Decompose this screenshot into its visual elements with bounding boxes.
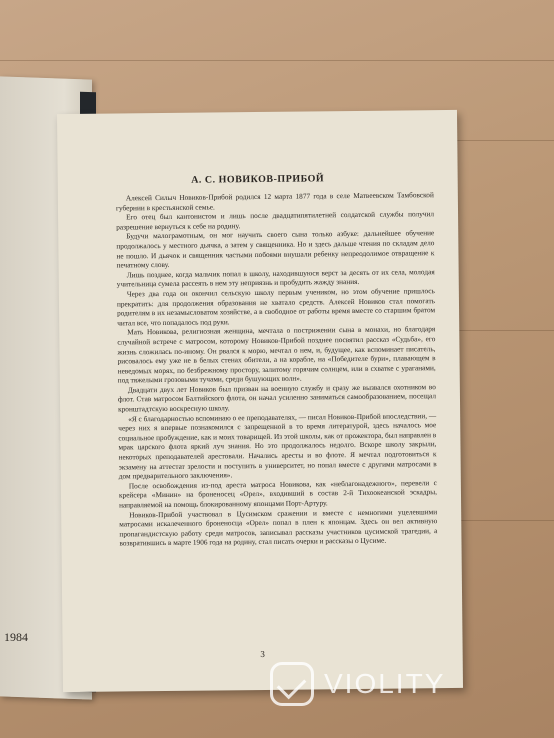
paragraph: Будучи малограмотным, он мог научить своего сына только азбуке: дальнейшее обучение продолжалось у местного дьячка, а затем у священника. Но и здесь дальше чтения по складам дело не пошло. И дьячок и священник частыми побоями внушали ребенку непреодолимое отвращение к печатному слову. [116,228,435,270]
paragraph: Двадцати двух лет Новиков был призван на военную службу и сразу же вызвался охотником во флот. Став матросом Балтийского флота, он начал усиленно заниматься самообразованием, посещал кронштадтскую воскресную школу. [117,382,437,414]
left-page-year: 1984 [4,630,28,644]
paragraph: После освобождения из-под ареста матроса Новикова, как «неблагонадежного», перевели с крейсера «Минин» на броненосец «Орел», входивший в состав 2-й Тихоокеанской эскадры, направляемой на помощь блокированному японцами Порт-Артуру. [118,477,438,510]
floor-plank-seam [0,60,554,61]
paragraph: Алексей Силыч Новиков-Прибой родился 12 марта 1877 года в селе Матвеевском Тамбовской губернии в крестьянской семье. [115,190,434,213]
paragraph: Через два года он окончил сельскую школу первым учеником, но этом обучение пришлось прекратить: для продолжения образования не хватало средств. Алексей Новиков стал помогать родителям в их незамысловатом хозяйстве, а в свободное от работы время вместе со старшим братом читал все, что попадалось под руки. [116,286,436,328]
checkmark-square-icon [270,662,314,706]
page-heading: А. С. НОВИКОВ-ПРИБОЙ [191,173,325,186]
watermark-text: VIOLITY [324,668,446,699]
paragraph: «Я с благодарностью вспоминаю о ее преподавателях, — писал Новиков-Прибой впоследствии, — через них я впервые познакомился с запрещенной в то время литературой, здесь началось мое социальное пробуждение, как и моих товарищей. Из этой школы, как от прожектора, был направлен в мрак царского флота яркий луч знания. Но это продолжалось недолго. Вскоре школу закрыли, некоторых преподавателей арестовали. Начались аресты и во флоте. Я мечтал подготовиться к экзамену на аттестат зрелости и поступить в университет, но попал вместе с другими матросами в дом предварительного заключения». [118,410,437,481]
paragraph: Мать Новикова, религиозная женщина, мечтала о пострижении сына в монахи, но благодаря случайной встрече с матросом, которому Новиков-Прибой позднее посвятил рассказ «Судьба», его жизнь сложилась по-иному. Он рвался к морю, мечтал о нем, и, будущее, как вспоминает писатель, рисовалось ему уже не в белых стенах обители, а на корабле, на «Победителе бури», плавающем в неведомых морях, по безбрежному простору, залитому горячим солнцем, или в схватке с ураганами, под тяжелыми грозовыми тучами, среди бушующих волн». [117,324,436,385]
page-body [116,190,438,548]
paragraph: Лишь позднее, когда мальчик попал в школу, находившуюся верст за десять от их села, молодая учительница сумела рассеять в нем эту неприязнь и пробудить жажду знания. [116,266,435,289]
watermark [270,662,445,706]
book-page [57,110,463,692]
page-number: 3 [260,648,265,660]
paragraph: Новиков-Прибой участвовал в Цусимском сражении и вместе с немногими уцелевшими матросами искалеченного броненосца «Орел» попал в плен к японцам. Здесь он вел активную пропагандистскую работу среди матросов, записывал рассказы участников цусимской трагедии, а возвратившись в марте 1906 года на родину, стал писать очерки и рассказы о Цусиме. [119,506,438,548]
paragraph: Его отец был кантонистом и лишь после двадцатипятилетней солдатской службы получил разрешение вернуться к себе на родину. [116,209,435,232]
